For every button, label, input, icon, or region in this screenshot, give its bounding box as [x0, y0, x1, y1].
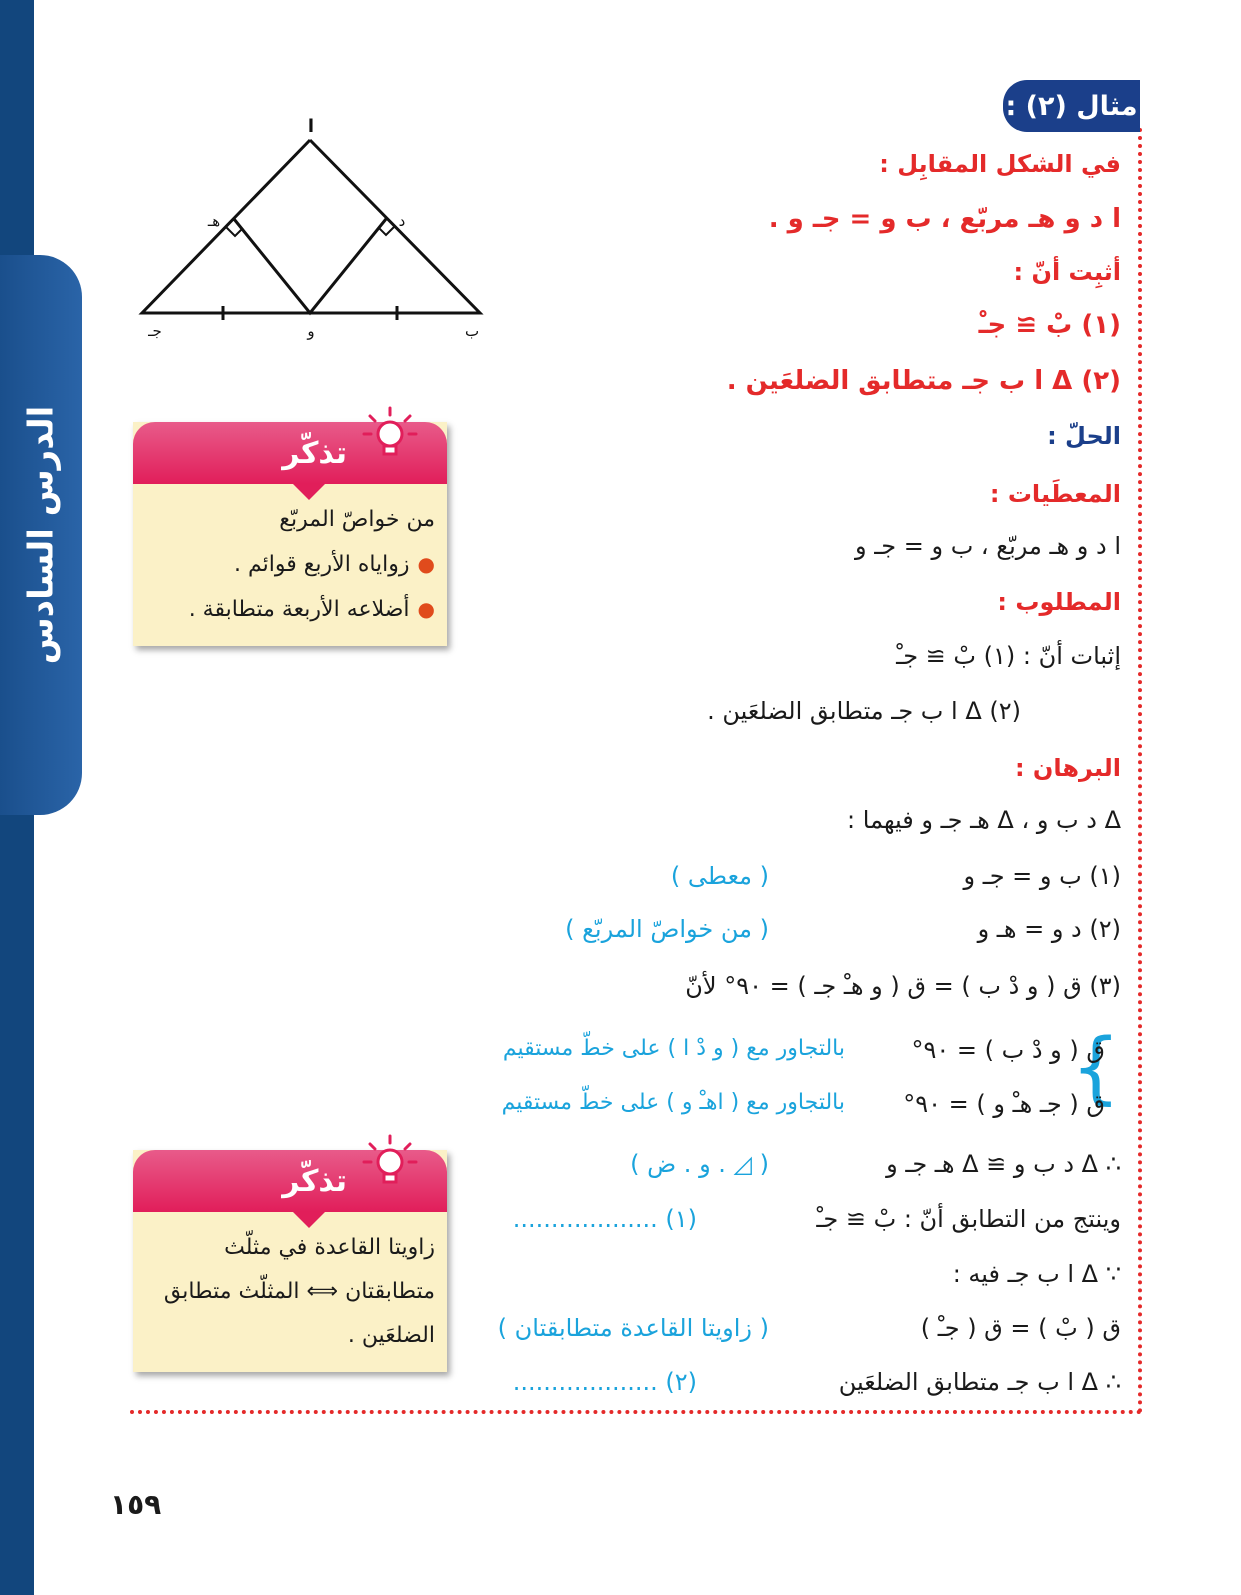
note-1-body [133, 484, 447, 646]
final-ref: (٢) ................... [512, 1368, 697, 1396]
brace-icon: { [1071, 1023, 1121, 1113]
label-j: جـ [148, 322, 162, 340]
triangle-figure [130, 110, 500, 350]
triangle-abc [142, 140, 480, 313]
conclusion-2: وينتج من التطابق أنّ : بْ ≅ جـْ [816, 1205, 1121, 1233]
note-2-line: الضلعَين . [347, 1323, 435, 1348]
problem-intro: في الشكل المقابِل : [879, 150, 1121, 178]
lightbulb-icon [362, 1134, 420, 1192]
angles-equal: ق ( بْ ) = ق ( جـْ ) [920, 1314, 1121, 1342]
givens-text: ا د و هـ مربّع ، ب و = جـ و [855, 532, 1121, 560]
problem-given: ا د و هـ مربّع ، ب و = جـ و . [768, 204, 1121, 234]
prove-2: (٢) Δ ا ب جـ متطابق الضلعَين . [726, 366, 1121, 396]
proof-intro: Δ د ب و ، Δ هـ جـ و فيهما : [847, 806, 1121, 834]
label-d: د [398, 212, 406, 230]
required-title: المطلوب : [997, 588, 1121, 616]
note-1-item: ●أضلاعه الأربعة متطابقة . [188, 597, 435, 622]
note-1-title: تذكّر [282, 435, 347, 471]
example-badge: مثال (٢) : [1003, 80, 1140, 132]
brace-line-1-reason: بالتجاور مع ( و دْ ا ) على خطّ مستقيم [502, 1036, 845, 1061]
step-3: (٣) ق ( و دْ ب ) = ق ( و هـْ جـ ) = ٩٠° لأنّ [685, 972, 1121, 1000]
conclusion-2-ref: (١) ................... [512, 1205, 697, 1233]
brace-line-2: ق ( جـ هـْ و ) = ٩٠° [903, 1090, 1105, 1118]
bullet-icon: ● [417, 597, 435, 621]
label-w: و [307, 322, 315, 340]
final-conclusion: ∴ Δ ا ب جـ متطابق الضلعَين [838, 1368, 1121, 1396]
conclusion-1: ∴ Δ د ب و ≅ Δ هـ جـ و [886, 1150, 1121, 1178]
label-b: ب [464, 322, 480, 340]
note-2-title: تذكّر [282, 1163, 347, 1199]
solution-title: الحلّ : [1047, 422, 1121, 450]
required-1: إثبات أنّ : (١) بْ ≅ جـْ [896, 642, 1121, 670]
page-number: ١٥٩ [110, 1488, 162, 1521]
lesson-label: الدرس السادس [21, 405, 62, 665]
since-line: ∵ Δ ا ب جـ فيه : [952, 1260, 1121, 1288]
angles-reason: ( زاويتا القاعدة متطابقتان ) [497, 1314, 769, 1342]
step-2-reason: ( من خواصّ المربّع ) [565, 915, 769, 943]
step-1-reason: ( معطى ) [670, 862, 769, 890]
givens-title: المعطَيات : [989, 480, 1121, 508]
prove-title: أثبِت أنّ : [1013, 258, 1121, 286]
note-2-line: متطابقتان ⟺ المثلّث متطابق [163, 1279, 435, 1304]
note-1-lead: من خواصّ المربّع [279, 507, 435, 532]
brace-line-1: ق ( و دْ ب ) = ٩٠° [911, 1036, 1105, 1064]
required-2: (٢) Δ ا ب جـ متطابق الضلعَين . [707, 697, 1021, 725]
proof-title: البرهان : [1014, 754, 1121, 782]
label-a: ا [307, 116, 315, 137]
square-sides [234, 219, 386, 313]
label-h: هـ [207, 212, 221, 230]
conclusion-1-reason: ( ◿ . و . ض ) [630, 1150, 769, 1178]
note-2-body [133, 1212, 447, 1372]
brace-line-2-reason: بالتجاور مع ( اهـْ و ) على خطّ مستقيم [501, 1090, 845, 1115]
note-1-item: ●زواياه الأربع قوائم . [233, 552, 435, 577]
lightbulb-icon [362, 406, 420, 464]
bullet-icon: ● [417, 552, 435, 576]
step-1: (١) ب و = جـ و [963, 862, 1121, 890]
note-2-line: زاويتا القاعدة في مثلّث [224, 1235, 435, 1260]
prove-1: (١) بْ ≅ جـْ [978, 310, 1121, 340]
step-2: (٢) د و = هـ و [977, 915, 1121, 943]
